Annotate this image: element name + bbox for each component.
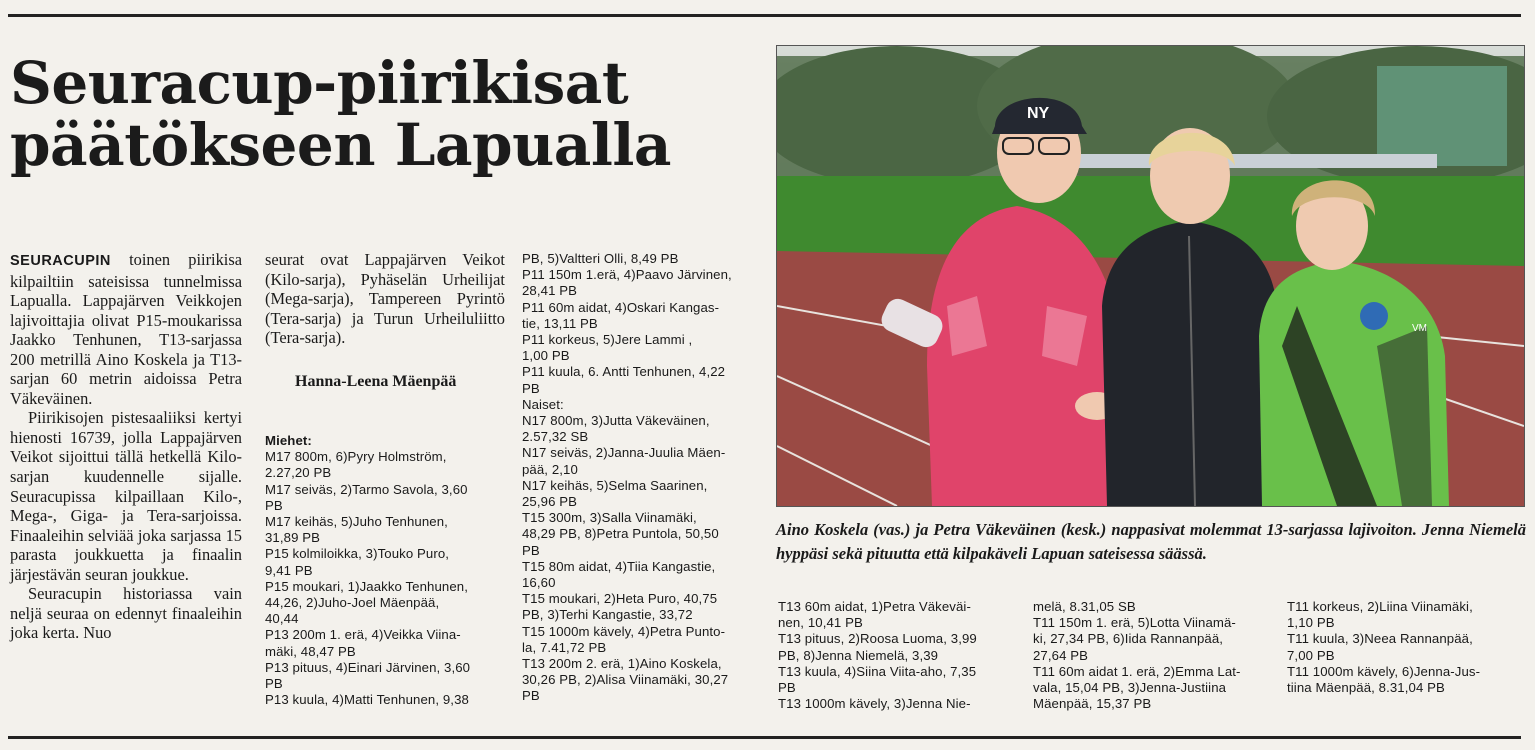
results-column-5 xyxy=(1033,599,1283,712)
photo-illustration xyxy=(777,46,1524,506)
result-line: T13 kuula, 4)Siina Viita-aho, 7,35 xyxy=(778,663,977,679)
result-line: 7,00 PB xyxy=(1287,647,1335,663)
result-line: Mäenpää, 15,37 PB xyxy=(1033,696,1152,712)
results-header-men: Miehet: xyxy=(265,433,312,448)
result-line: P13 pituus, 4)Einari Järvinen, 3,60 xyxy=(265,659,471,675)
result-line: N17 keihäs, 5)Selma Saarinen, xyxy=(522,477,708,493)
result-line: T15 1000m kävely, 4)Petra Punto- xyxy=(522,623,726,639)
lead-caps: SEURACUPIN xyxy=(10,253,111,269)
result-line: T13 1000m kävely, 3)Jenna Nie- xyxy=(778,696,971,712)
headline-line-2: päätökseen Lapualla xyxy=(10,111,672,179)
result-line: T11 60m aidat 1. erä, 2)Emma Lat- xyxy=(1033,663,1241,679)
result-line: P11 kuula, 6. Antti Tenhunen, 4,22 xyxy=(522,364,726,380)
result-line: N17 seiväs, 2)Janna-Juulia Mäen- xyxy=(522,445,726,461)
result-line: ki, 27,34 PB, 6)Iida Rannanpää, xyxy=(1033,631,1224,647)
result-line: 30,26 PB, 2)Alisa Viinamäki, 30,27 xyxy=(522,672,729,688)
result-line: PB xyxy=(778,680,796,696)
results-column-2 xyxy=(265,433,510,708)
result-line: tiina Mäenpää, 8.31,04 PB xyxy=(1287,680,1445,696)
result-line: vala, 15,04 PB, 3)Jenna-Justiina xyxy=(1033,680,1227,696)
result-line: 28,41 PB xyxy=(522,283,578,299)
headline xyxy=(10,49,770,179)
jersey-text: VM xyxy=(1412,323,1427,334)
result-line: T11 kuula, 3)Neea Rannanpää, xyxy=(1287,631,1473,647)
result-line: T13 60m aidat, 1)Petra Väkeväi- xyxy=(778,599,971,614)
result-line: la, 7.41,72 PB xyxy=(522,639,607,655)
result-line: 27,64 PB xyxy=(1033,647,1089,663)
paragraph-3: Seuracupin historiassa vain neljä seuraa on edennyt finaaleihin joka kerta. Nuo xyxy=(10,584,242,643)
result-line: 25,96 PB xyxy=(522,494,578,510)
paragraph-2: Piirikisojen pistesaaliiksi kertyi hienosti 16739, jolla Lappajärven Veikot sijoittui tällä hetkellä Kilo-sarjan kuudennelle sijalle. Seuracupissa kilpaillaan Kilo-, Mega-, Giga- ja Tera-sarjoissa. Finaaleihin selviää joka sarjassa 15 parasta joukkuetta ja finaalin järjestävän seuran joukkue. xyxy=(10,408,242,584)
result-line: mäki, 48,47 PB xyxy=(265,643,356,659)
result-line: PB, 8)Jenna Niemelä, 3,39 xyxy=(778,647,939,663)
results-column-6 xyxy=(1287,599,1527,696)
result-line: PB xyxy=(265,497,283,513)
result-line: 48,29 PB, 8)Petra Puntola, 50,50 xyxy=(522,526,719,542)
lead-paragraph: SEURACUPIN toinen piirikisa kilpailtiin sateisissa tunnelmissa Lapualla. Lappajärven Veikkojen lajivoittajia olivat P15-moukarissa Jaakko Tenhunen, T13-sarjassa 200 metrillä Aino Koskela ja T13-sarjan 60 metrin aidoissa Petra Väkeväinen. xyxy=(10,250,242,408)
result-line: 31,89 PB xyxy=(265,530,321,546)
result-line: Naiset: xyxy=(522,396,564,412)
paragraph-4: seurat ovat Lappajärven Veikot (Kilo-sarja), Pyhäselän Urheilijat (Mega-sarja), Tampereen Pyrintö (Tera-sarja) ja Turun Urheiluliitto (Tera-sarja). xyxy=(265,250,505,348)
result-line: T13 200m 2. erä, 1)Aino Koskela, xyxy=(522,656,722,672)
headline-line-1: Seuracup-piirikisat xyxy=(10,49,629,117)
result-line: M17 800m, 6)Pyry Holmström, xyxy=(265,449,447,465)
result-line: PB xyxy=(522,380,540,396)
result-line: T11 1000m kävely, 6)Jenna-Jus- xyxy=(1287,663,1481,679)
result-line: 16,60 xyxy=(522,575,556,591)
result-line: T15 moukari, 2)Heta Puro, 40,75 xyxy=(522,591,718,607)
result-line: 40,44 xyxy=(265,611,299,627)
result-line: N17 800m, 3)Jutta Väkeväinen, xyxy=(522,413,710,429)
result-line: P13 200m 1. erä, 4)Veikka Viina- xyxy=(265,627,461,643)
result-line: pää, 2,10 xyxy=(522,461,578,477)
result-line: T13 pituus, 2)Roosa Luoma, 3,99 xyxy=(778,631,977,647)
result-line: T11 150m 1. erä, 5)Lotta Viinamä- xyxy=(1033,615,1236,631)
athletes-photo xyxy=(776,45,1525,507)
result-line: M17 seiväs, 2)Tarmo Savola, 3,60 xyxy=(265,481,468,497)
result-line: 1,00 PB xyxy=(522,348,570,364)
result-line: P13 kuula, 4)Matti Tenhunen, 9,38 xyxy=(265,692,469,708)
cap-logo: NY xyxy=(1027,105,1050,122)
result-line: 2.57,32 SB xyxy=(522,429,589,445)
article-column-1 xyxy=(10,250,242,643)
result-line: P15 moukari, 1)Jaakko Tenhunen, xyxy=(265,578,468,594)
result-line: T15 80m aidat, 4)Tiia Kangastie, xyxy=(522,558,716,574)
article-column-2 xyxy=(265,250,505,391)
result-line: P11 60m aidat, 4)Oskari Kangas- xyxy=(522,299,720,315)
result-line: M17 keihäs, 5)Juho Tenhunen, xyxy=(265,514,448,530)
photo-caption: Aino Koskela (vas.) ja Petra Väkeväinen (kesk.) nappasivat molemmat 13-sarjassa lajivoiton. Jenna Niemelä hyppäsi sekä pituutta että kilpakäveli Lapuan sateisessa säässä. xyxy=(776,520,1526,563)
byline: Hanna-Leena Mäenpää xyxy=(295,372,457,390)
result-line: T15 300m, 3)Salla Viinamäki, xyxy=(522,510,697,526)
result-line: 9,41 PB xyxy=(265,562,313,578)
result-line: P11 korkeus, 5)Jere Lammi , xyxy=(522,332,693,348)
result-line: melä, 8.31,05 SB xyxy=(1033,599,1136,614)
results-column-4 xyxy=(778,599,1028,712)
result-line: PB xyxy=(522,542,540,558)
result-line: 44,26, 2)Juho-Joel Mäenpää, xyxy=(265,595,440,611)
top-rule xyxy=(8,14,1521,17)
result-line: T11 korkeus, 2)Liina Viinamäki, xyxy=(1287,599,1473,614)
result-line: PB xyxy=(265,676,283,692)
result-line: tie, 13,11 PB xyxy=(522,315,598,331)
result-line: PB, 3)Terhi Kangastie, 33,72 xyxy=(522,607,693,623)
result-line: PB xyxy=(522,688,540,704)
results-column-3 xyxy=(522,251,772,705)
bottom-rule xyxy=(8,736,1521,739)
result-line: 1,10 PB xyxy=(1287,615,1335,631)
result-line: P15 kolmiloikka, 3)Touko Puro, xyxy=(265,546,450,562)
result-line: 2.27,20 PB xyxy=(265,465,332,481)
result-line: nen, 10,41 PB xyxy=(778,615,863,631)
result-line: P11 150m 1.erä, 4)Paavo Järvinen, xyxy=(522,267,732,283)
result-line: PB, 5)Valtteri Olli, 8,49 PB xyxy=(522,251,679,266)
